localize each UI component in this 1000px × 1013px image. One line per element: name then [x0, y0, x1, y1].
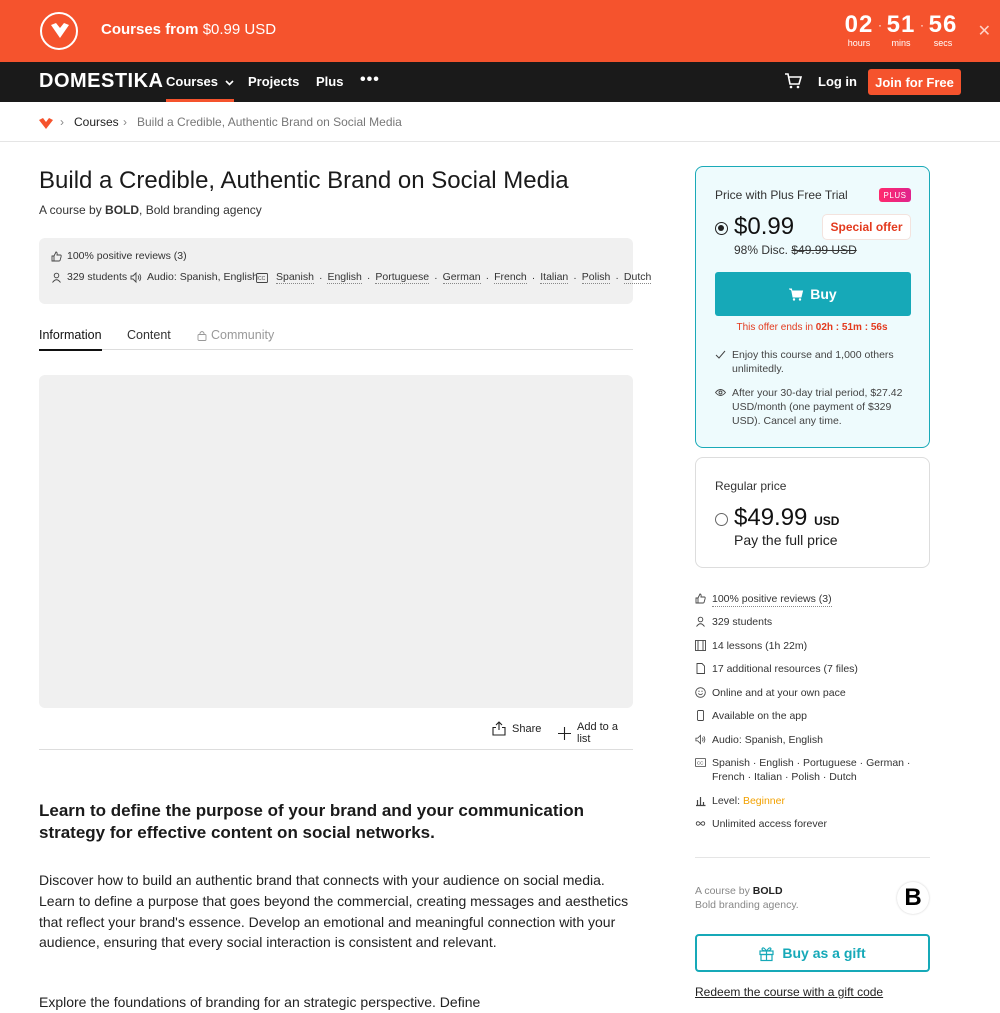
- thumbs-up-icon: [51, 251, 62, 262]
- brand-logo[interactable]: DOMESTIKA: [39, 70, 164, 92]
- buy-as-gift-button[interactable]: Buy as a gift: [695, 934, 930, 972]
- infinity-icon: [695, 818, 706, 829]
- domestika-logo-icon: [40, 12, 78, 50]
- feature-students: 329 students: [695, 615, 925, 629]
- breadcrumb: [0, 102, 1000, 142]
- close-icon[interactable]: ✕: [977, 23, 991, 40]
- benefit-unlimited: Enjoy this course and 1,000 others unlimitedly.: [715, 348, 915, 376]
- author-name-link[interactable]: BOLD: [752, 885, 783, 897]
- course-description: Discover how to build an authentic brand that connects with your audience on social media. Learn to define a purpose that goes beyond the commercial, creating messages and aesthetics that reflect your brand's essence. Develop an emotional and meaningful connection with your audience, ensuring that every social interaction is consistent and relevant.: [39, 872, 629, 951]
- author-info: A course by BOLD Bold branding agency.: [695, 885, 799, 911]
- plus-price-option[interactable]: [695, 166, 930, 448]
- regular-price: $49.99 USD: [734, 504, 840, 531]
- course-tabs: [39, 320, 633, 350]
- cart-icon: [789, 288, 803, 301]
- login-link[interactable]: Log in: [818, 74, 857, 89]
- feature-pace: Online and at your own pace: [695, 686, 925, 700]
- add-to-list-button[interactable]: Add to a list: [558, 721, 633, 745]
- feature-resources: 17 additional resources (7 files): [695, 662, 925, 676]
- user-icon: [51, 272, 62, 283]
- course-stats: [39, 238, 652, 304]
- page-title: Build a Credible, Authentic Brand on Social Media: [39, 167, 569, 194]
- feature-audio: Audio: Spanish, English: [695, 733, 925, 747]
- nav-projects[interactable]: Projects: [248, 74, 300, 89]
- regular-price-option[interactable]: [695, 457, 930, 568]
- cart-icon[interactable]: [784, 73, 802, 94]
- speaker-icon: [695, 734, 706, 745]
- nav-courses[interactable]: Courses: [166, 74, 234, 89]
- chevron-right-icon: ›: [60, 115, 64, 129]
- plus-badge: PLUS: [879, 188, 911, 202]
- benefit-trial: After your 30-day trial period, $27.42 USD/month (one payment of $329 USD). Cancel any time.: [715, 386, 915, 428]
- breadcrumb-current: Build a Credible, Authentic Brand on Social Media: [137, 115, 402, 129]
- feature-lessons: 14 lessons (1h 22m): [695, 639, 925, 653]
- discount-text: 98% Disc. $49.99 USD: [734, 243, 857, 257]
- subtitles-icon: [695, 757, 706, 768]
- tab-content[interactable]: Content: [127, 328, 171, 342]
- smile-icon: [695, 687, 706, 698]
- bar-chart-icon: [695, 795, 706, 806]
- share-button[interactable]: Share: [492, 721, 541, 736]
- svg-text:CC: CC: [696, 760, 704, 766]
- user-icon: [695, 616, 706, 627]
- course-description-more: Explore the foundations of branding for an strategic perspective. Define: [39, 994, 481, 1010]
- phone-icon: [695, 710, 706, 721]
- stat-subtitles: CC Spanish · English · Portuguese · German · French · Italian · Polish · Dutch: [258, 271, 652, 284]
- feature-level: Level: Beginner: [695, 794, 925, 808]
- promo-banner[interactable]: [0, 0, 1000, 62]
- nav-plus[interactable]: Plus: [316, 74, 344, 89]
- plus-price-radio[interactable]: [715, 222, 728, 235]
- buy-button[interactable]: Buy: [715, 272, 911, 316]
- redeem-gift-link[interactable]: Redeem the course with a gift code: [695, 985, 884, 999]
- stat-students: 329 students: [51, 271, 127, 283]
- timer-hours: 02: [844, 11, 874, 38]
- plus-price: $0.99: [734, 213, 795, 240]
- speaker-icon: [130, 272, 142, 283]
- author-avatar[interactable]: B: [897, 882, 929, 914]
- feature-app: Available on the app: [695, 709, 925, 723]
- feature-subtitles: CC Spanish · English · Portuguese · German · French · Italian · Polish · Dutch: [696, 757, 911, 783]
- svg-text:CC: CC: [258, 275, 266, 282]
- breadcrumb-courses[interactable]: Courses: [74, 115, 119, 129]
- plus-price-label: Price with Plus Free Trial: [715, 188, 848, 202]
- video-player[interactable]: [39, 375, 633, 708]
- share-icon: [492, 721, 506, 736]
- promo-text: Courses from $0.99 USD: [101, 21, 277, 38]
- thumbs-up-icon: [695, 593, 706, 604]
- lock-icon: [197, 330, 207, 341]
- film-icon: [695, 640, 706, 651]
- eye-icon: [715, 388, 726, 397]
- stat-audio: Audio: Spanish, English: [130, 271, 258, 283]
- full-price-note: Pay the full price: [734, 532, 838, 548]
- regular-price-radio[interactable]: [715, 513, 728, 526]
- tab-information[interactable]: Information: [39, 328, 102, 342]
- subtitles-icon: [256, 273, 268, 283]
- author-link[interactable]: BOLD: [105, 203, 140, 217]
- check-icon: [715, 350, 726, 359]
- top-nav: [0, 62, 1000, 102]
- timer-mins: 51: [886, 11, 916, 38]
- home-icon[interactable]: [39, 116, 53, 134]
- more-menu-icon[interactable]: •••: [360, 71, 380, 88]
- feature-access: Unlimited access forever: [695, 817, 925, 831]
- file-icon: [695, 663, 706, 674]
- chevron-down-icon: [225, 80, 234, 86]
- course-lead: Learn to define the purpose of your brand and your communication strategy for effective content on social networks.: [39, 801, 584, 842]
- tab-community[interactable]: Community: [197, 328, 274, 342]
- timer-secs: 56: [928, 11, 958, 38]
- countdown-timer: 02 hours · 51 mins · 56 secs: [844, 11, 958, 48]
- offer-ends: This offer ends in 02h : 51m : 56s: [736, 322, 888, 333]
- regular-price-label: Regular price: [715, 479, 787, 493]
- feature-reviews: 100% positive reviews (3): [695, 592, 925, 607]
- plus-icon: [558, 727, 571, 740]
- course-byline: A course by BOLD, Bold branding agency: [39, 203, 262, 217]
- course-actions: [39, 716, 633, 750]
- chevron-right-icon: ›: [123, 115, 127, 129]
- join-button[interactable]: Join for Free: [868, 69, 961, 95]
- special-offer-badge: Special offer: [823, 215, 910, 239]
- gift-icon: [759, 946, 774, 961]
- stat-reviews: 100% positive reviews (3): [51, 250, 187, 262]
- divider: [695, 857, 930, 858]
